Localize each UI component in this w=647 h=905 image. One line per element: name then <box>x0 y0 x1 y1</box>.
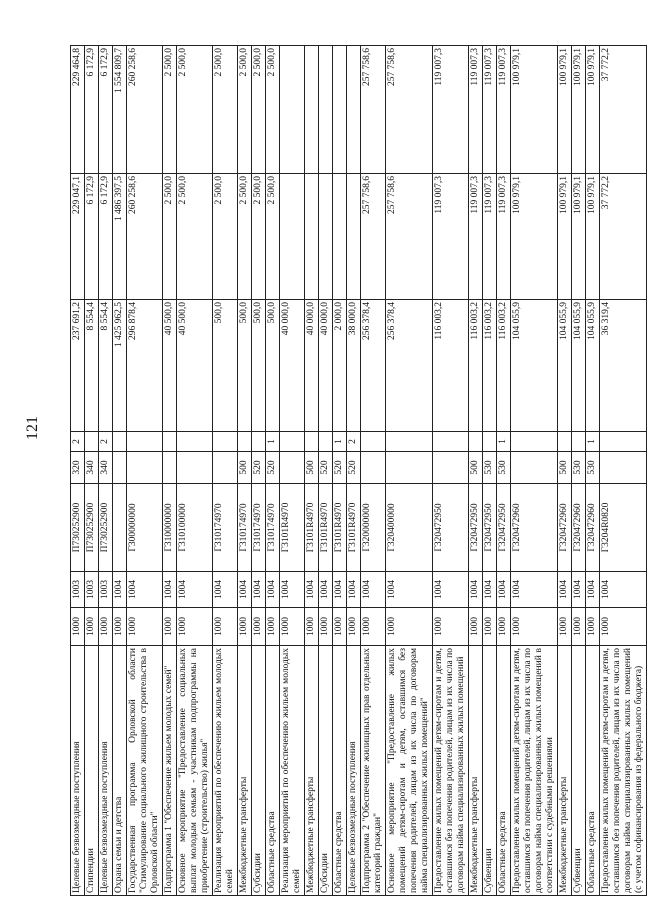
amount-year-1: 500,0 <box>252 300 266 432</box>
table-row <box>280 46 305 896</box>
row-name: Реализация мероприятий по обеспечению жильем молодых семей <box>213 646 238 896</box>
section-code: 1000 <box>252 608 266 646</box>
target-article-code: Г320000000 <box>361 484 386 572</box>
amount-year-2: 257 758,6 <box>361 174 386 300</box>
amount-year-2 <box>347 174 361 300</box>
subsection-code: 1004 <box>511 572 558 608</box>
amount-year-2 <box>280 174 305 300</box>
section-code: 1000 <box>433 608 469 646</box>
table-row <box>433 46 469 896</box>
amount-year-3: 119 007,3 <box>433 46 469 174</box>
table-row <box>469 46 483 896</box>
table-row <box>238 46 252 896</box>
funding-source-code <box>386 432 433 452</box>
funding-source-code <box>280 432 305 452</box>
target-article-code: Г320472950 <box>433 484 469 572</box>
amount-year-3: 6 172,9 <box>85 46 99 174</box>
section-code: 1000 <box>483 608 497 646</box>
target-article-code: Г310000000 <box>163 484 177 572</box>
amount-year-3: 2 500,0 <box>213 46 238 174</box>
subsection-code: 1004 <box>600 572 647 608</box>
amount-year-1: 36 319,4 <box>600 300 647 432</box>
amount-year-1: 500,0 <box>266 300 280 432</box>
expense-type-code: 520 <box>347 452 361 484</box>
funding-source-code <box>213 432 238 452</box>
section-code: 1000 <box>558 608 572 646</box>
section-code: 1000 <box>113 608 127 646</box>
target-article-code: Г320472950 <box>483 484 497 572</box>
subsection-code: 1003 <box>71 572 85 608</box>
subsection-code: 1004 <box>386 572 433 608</box>
row-name: Межбюджетные трансферты <box>558 646 572 896</box>
table-row <box>252 46 266 896</box>
amount-year-3: 100 979,1 <box>586 46 600 174</box>
funding-source-code: 1 <box>333 432 347 452</box>
row-name: Основное мероприятие "Предоставление социальных выплат молодым семьям - участникам подпрограммы на приобретение (строительство) жилья" <box>177 646 213 896</box>
table-row <box>127 46 163 896</box>
expense-type-code: 530 <box>497 452 511 484</box>
table-row <box>319 46 333 896</box>
amount-year-1: 116 003,2 <box>483 300 497 432</box>
expense-type-code <box>213 452 238 484</box>
subsection-code: 1004 <box>252 572 266 608</box>
table-row <box>99 46 113 896</box>
funding-source-code <box>469 432 483 452</box>
amount-year-1: 256 378,4 <box>361 300 386 432</box>
row-name: Областные средства <box>333 646 347 896</box>
funding-source-code <box>483 432 497 452</box>
amount-year-1: 8 554,4 <box>85 300 99 432</box>
amount-year-3: 257 758,6 <box>361 46 386 174</box>
section-code: 1000 <box>266 608 280 646</box>
subsection-code: 1004 <box>163 572 177 608</box>
table-row <box>266 46 280 896</box>
funding-source-code <box>85 432 99 452</box>
target-article-code: П730252900 <box>85 484 99 572</box>
row-name: Подпрограмма 1 "Обеспечение жильем молодых семей" <box>163 646 177 896</box>
amount-year-1: 40 500,0 <box>177 300 213 432</box>
row-name: Межбюджетные трансферты <box>305 646 319 896</box>
amount-year-1: 104 055,9 <box>558 300 572 432</box>
row-name: Целевые безвозмездные поступления <box>99 646 113 896</box>
row-name: Предоставление жилых помещений детям-сиротам и детям, оставшимся без попечения родителей, лицам из их числа по договорам найма специализированных жилых помещений <box>433 646 469 896</box>
expense-type-code <box>361 452 386 484</box>
subsection-code: 1004 <box>213 572 238 608</box>
section-code: 1000 <box>572 608 586 646</box>
section-code: 1000 <box>71 608 85 646</box>
section-code: 1000 <box>163 608 177 646</box>
amount-year-3: 100 979,1 <box>558 46 572 174</box>
subsection-code: 1004 <box>333 572 347 608</box>
section-code: 1000 <box>213 608 238 646</box>
expense-type-code <box>386 452 433 484</box>
amount-year-2 <box>319 174 333 300</box>
funding-source-code <box>361 432 386 452</box>
subsection-code: 1004 <box>497 572 511 608</box>
row-name: Основное мероприятие "Предоставление жилых помещений детям-сиротам и детям, оставшимся без попечения родителей, лицам из их числа по договорам найма специализированных жилых помещений" <box>386 646 433 896</box>
amount-year-3: 2 500,0 <box>266 46 280 174</box>
expense-type-code <box>511 452 558 484</box>
amount-year-2: 6 172,9 <box>85 174 99 300</box>
expense-type-code <box>113 452 127 484</box>
target-article-code: Г3101R4970 <box>319 484 333 572</box>
target-article-code: Г320472960 <box>558 484 572 572</box>
section-code: 1000 <box>305 608 319 646</box>
row-name: Предоставление жилых помещений детям-сиротам и детям, оставшимся без попечения родителей, лицам из их числа по договорам найма специализированных жилых помещений (с учетом софинансирования из федерального бюджета) <box>600 646 647 896</box>
table-row <box>361 46 386 896</box>
amount-year-3: 257 758,6 <box>386 46 433 174</box>
section-code: 1000 <box>99 608 113 646</box>
amount-year-2: 2 500,0 <box>252 174 266 300</box>
target-article-code: Г320472960 <box>572 484 586 572</box>
amount-year-3 <box>280 46 305 174</box>
expense-type-code: 500 <box>238 452 252 484</box>
amount-year-1: 116 003,2 <box>497 300 511 432</box>
subsection-code: 1004 <box>433 572 469 608</box>
expense-type-code: 340 <box>99 452 113 484</box>
section-code: 1000 <box>386 608 433 646</box>
row-name: Предоставление жилых помещений детям-сиротам и детям, оставшимся без попечения родителей, лицам из их числа по договорам найма специализированных жилых помещений в соответствии с судебными решениями <box>511 646 558 896</box>
funding-source-code <box>319 432 333 452</box>
target-article-code: Г3101R4970 <box>347 484 361 572</box>
row-name: Стипендии <box>85 646 99 896</box>
target-article-code: Г3204R0820 <box>600 484 647 572</box>
subsection-code: 1004 <box>483 572 497 608</box>
row-name: Целевые безвозмездные поступления <box>71 646 85 896</box>
section-code: 1000 <box>586 608 600 646</box>
subsection-code: 1004 <box>361 572 386 608</box>
target-article-code: Г3101R4970 <box>305 484 319 572</box>
target-article-code: Г3101R4970 <box>280 484 305 572</box>
amount-year-1: 237 691,2 <box>71 300 85 432</box>
funding-source-code <box>558 432 572 452</box>
amount-year-2: 100 979,1 <box>511 174 558 300</box>
funding-source-code <box>572 432 586 452</box>
amount-year-1: 104 055,9 <box>572 300 586 432</box>
amount-year-3: 119 007,3 <box>497 46 511 174</box>
row-name: Целевые безвозмездные поступления <box>347 646 361 896</box>
row-name: Субвенции <box>483 646 497 896</box>
funding-source-code <box>305 432 319 452</box>
amount-year-3 <box>305 46 319 174</box>
table-row <box>333 46 347 896</box>
target-article-code <box>113 484 127 572</box>
amount-year-1: 40 000,0 <box>319 300 333 432</box>
row-name: Подпрограмма 2 "Обеспечение жилищных прав отдельных категорий граждан" <box>361 646 386 896</box>
target-article-code: Г310174970 <box>238 484 252 572</box>
expense-type-code: 530 <box>572 452 586 484</box>
row-name: Субсидии <box>252 646 266 896</box>
amount-year-2: 100 979,1 <box>558 174 572 300</box>
subsection-code: 1004 <box>305 572 319 608</box>
amount-year-3: 229 464,8 <box>71 46 85 174</box>
amount-year-2: 119 007,3 <box>469 174 483 300</box>
amount-year-3: 2 500,0 <box>177 46 213 174</box>
budget-table-body <box>71 46 647 896</box>
amount-year-2: 119 007,3 <box>497 174 511 300</box>
amount-year-3 <box>347 46 361 174</box>
subsection-code: 1004 <box>586 572 600 608</box>
amount-year-3: 2 500,0 <box>238 46 252 174</box>
subsection-code: 1004 <box>558 572 572 608</box>
section-code: 1000 <box>319 608 333 646</box>
target-article-code: Г3101R4970 <box>333 484 347 572</box>
row-name: Субвенции <box>572 646 586 896</box>
amount-year-1: 8 554,4 <box>99 300 113 432</box>
rotated-page <box>70 46 644 896</box>
section-code: 1000 <box>600 608 647 646</box>
funding-source-code <box>163 432 177 452</box>
target-article-code: Г300000000 <box>127 484 163 572</box>
target-article-code: Г320472960 <box>586 484 600 572</box>
expense-type-code <box>280 452 305 484</box>
amount-year-2: 257 758,6 <box>386 174 433 300</box>
subsection-code: 1003 <box>99 572 113 608</box>
funding-source-code <box>127 432 163 452</box>
expense-type-code: 340 <box>85 452 99 484</box>
table-row <box>113 46 127 896</box>
amount-year-1: 116 003,2 <box>469 300 483 432</box>
amount-year-1: 38 000,0 <box>347 300 361 432</box>
row-name: Субсидии <box>319 646 333 896</box>
expense-type-code <box>127 452 163 484</box>
row-name: Областные средства <box>266 646 280 896</box>
amount-year-2: 260 258,6 <box>127 174 163 300</box>
amount-year-2: 2 500,0 <box>163 174 177 300</box>
expense-type-code: 500 <box>469 452 483 484</box>
amount-year-3: 1 554 809,7 <box>113 46 127 174</box>
section-code: 1000 <box>85 608 99 646</box>
amount-year-2 <box>333 174 347 300</box>
expense-type-code <box>433 452 469 484</box>
expense-type-code: 500 <box>558 452 572 484</box>
subsection-code: 1003 <box>85 572 99 608</box>
table-row <box>305 46 319 896</box>
amount-year-1: 40 500,0 <box>163 300 177 432</box>
section-code: 1000 <box>238 608 252 646</box>
table-row <box>483 46 497 896</box>
section-code: 1000 <box>511 608 558 646</box>
funding-source-code <box>238 432 252 452</box>
amount-year-3: 2 500,0 <box>252 46 266 174</box>
amount-year-2: 37 772,2 <box>600 174 647 300</box>
amount-year-2: 100 979,1 <box>586 174 600 300</box>
table-row <box>497 46 511 896</box>
funding-source-code <box>600 432 647 452</box>
expense-type-code: 520 <box>266 452 280 484</box>
expense-type-code <box>163 452 177 484</box>
row-name: Областные средства <box>497 646 511 896</box>
table-row <box>85 46 99 896</box>
funding-source-code: 2 <box>71 432 85 452</box>
funding-source-code <box>177 432 213 452</box>
amount-year-1: 104 055,9 <box>511 300 558 432</box>
amount-year-2: 2 500,0 <box>213 174 238 300</box>
budget-table <box>70 45 647 896</box>
funding-source-code <box>511 432 558 452</box>
subsection-code: 1004 <box>347 572 361 608</box>
section-code: 1000 <box>177 608 213 646</box>
table-row <box>163 46 177 896</box>
amount-year-3: 100 979,1 <box>572 46 586 174</box>
subsection-code: 1004 <box>319 572 333 608</box>
target-article-code: Г320472960 <box>511 484 558 572</box>
target-article-code: Г310100000 <box>177 484 213 572</box>
amount-year-2: 6 172,9 <box>99 174 113 300</box>
amount-year-3: 119 007,3 <box>469 46 483 174</box>
subsection-code: 1004 <box>177 572 213 608</box>
funding-source-code: 1 <box>497 432 511 452</box>
row-name: Межбюджетные трансферты <box>469 646 483 896</box>
amount-year-2: 119 007,3 <box>433 174 469 300</box>
expense-type-code: 500 <box>305 452 319 484</box>
amount-year-2: 119 007,3 <box>483 174 497 300</box>
amount-year-2: 2 500,0 <box>177 174 213 300</box>
amount-year-3: 37 772,2 <box>600 46 647 174</box>
subsection-code: 1004 <box>238 572 252 608</box>
target-article-code: П730252900 <box>71 484 85 572</box>
row-name: Охрана семьи и детства <box>113 646 127 896</box>
row-name: Межбюджетные трансферты <box>238 646 252 896</box>
amount-year-3: 6 172,9 <box>99 46 113 174</box>
row-name: Областные средства <box>586 646 600 896</box>
funding-source-code: 2 <box>99 432 113 452</box>
expense-type-code: 520 <box>333 452 347 484</box>
amount-year-3: 260 258,6 <box>127 46 163 174</box>
target-article-code: Г320472950 <box>469 484 483 572</box>
amount-year-1: 256 378,4 <box>386 300 433 432</box>
amount-year-3 <box>319 46 333 174</box>
expense-type-code: 530 <box>483 452 497 484</box>
target-article-code: Г320472950 <box>497 484 511 572</box>
table-row <box>558 46 572 896</box>
target-article-code: П730252900 <box>99 484 113 572</box>
row-name: Реализация мероприятий по обеспечению жильем молодых семей <box>280 646 305 896</box>
amount-year-2: 100 979,1 <box>572 174 586 300</box>
section-code: 1000 <box>347 608 361 646</box>
amount-year-1: 1 425 962,5 <box>113 300 127 432</box>
amount-year-2: 1 486 397,5 <box>113 174 127 300</box>
table-row <box>572 46 586 896</box>
subsection-code: 1004 <box>469 572 483 608</box>
subsection-code: 1004 <box>266 572 280 608</box>
amount-year-1: 104 055,9 <box>586 300 600 432</box>
expense-type-code: 530 <box>586 452 600 484</box>
subsection-code: 1004 <box>113 572 127 608</box>
amount-year-1: 296 878,4 <box>127 300 163 432</box>
subsection-code: 1004 <box>572 572 586 608</box>
target-article-code: Г320400000 <box>386 484 433 572</box>
section-code: 1000 <box>333 608 347 646</box>
amount-year-1: 2 000,0 <box>333 300 347 432</box>
subsection-code: 1004 <box>127 572 163 608</box>
section-code: 1000 <box>127 608 163 646</box>
table-row <box>177 46 213 896</box>
funding-source-code: 2 <box>347 432 361 452</box>
target-article-code: Г310174970 <box>266 484 280 572</box>
table-row <box>511 46 558 896</box>
funding-source-code <box>433 432 469 452</box>
funding-source-code <box>252 432 266 452</box>
amount-year-2 <box>305 174 319 300</box>
expense-type-code <box>177 452 213 484</box>
funding-source-code: 1 <box>586 432 600 452</box>
funding-source-code <box>113 432 127 452</box>
section-code: 1000 <box>280 608 305 646</box>
target-article-code: Г310174970 <box>252 484 266 572</box>
amount-year-2: 2 500,0 <box>238 174 252 300</box>
amount-year-2: 2 500,0 <box>266 174 280 300</box>
amount-year-3: 2 500,0 <box>163 46 177 174</box>
section-code: 1000 <box>469 608 483 646</box>
table-row <box>600 46 647 896</box>
table-row <box>386 46 433 896</box>
table-row <box>71 46 85 896</box>
expense-type-code <box>600 452 647 484</box>
amount-year-1: 40 000,0 <box>305 300 319 432</box>
expense-type-code: 520 <box>319 452 333 484</box>
amount-year-1: 500,0 <box>238 300 252 432</box>
section-code: 1000 <box>497 608 511 646</box>
row-name: Государственная программа Орловской области "Стимулирование социального жилищного строительства в Орловской области" <box>127 646 163 896</box>
expense-type-code: 520 <box>252 452 266 484</box>
funding-source-code: 1 <box>266 432 280 452</box>
subsection-code: 1004 <box>280 572 305 608</box>
amount-year-1: 116 003,2 <box>433 300 469 432</box>
target-article-code: Г310174970 <box>213 484 238 572</box>
amount-year-3 <box>333 46 347 174</box>
amount-year-3: 100 979,1 <box>511 46 558 174</box>
amount-year-3: 119 007,3 <box>483 46 497 174</box>
section-code: 1000 <box>361 608 386 646</box>
amount-year-1: 40 000,0 <box>280 300 305 432</box>
amount-year-1: 500,0 <box>213 300 238 432</box>
amount-year-2: 229 047,1 <box>71 174 85 300</box>
table-row <box>213 46 238 896</box>
table-row <box>586 46 600 896</box>
table-row <box>347 46 361 896</box>
page-number: 121 <box>24 416 41 440</box>
expense-type-code: 320 <box>71 452 85 484</box>
